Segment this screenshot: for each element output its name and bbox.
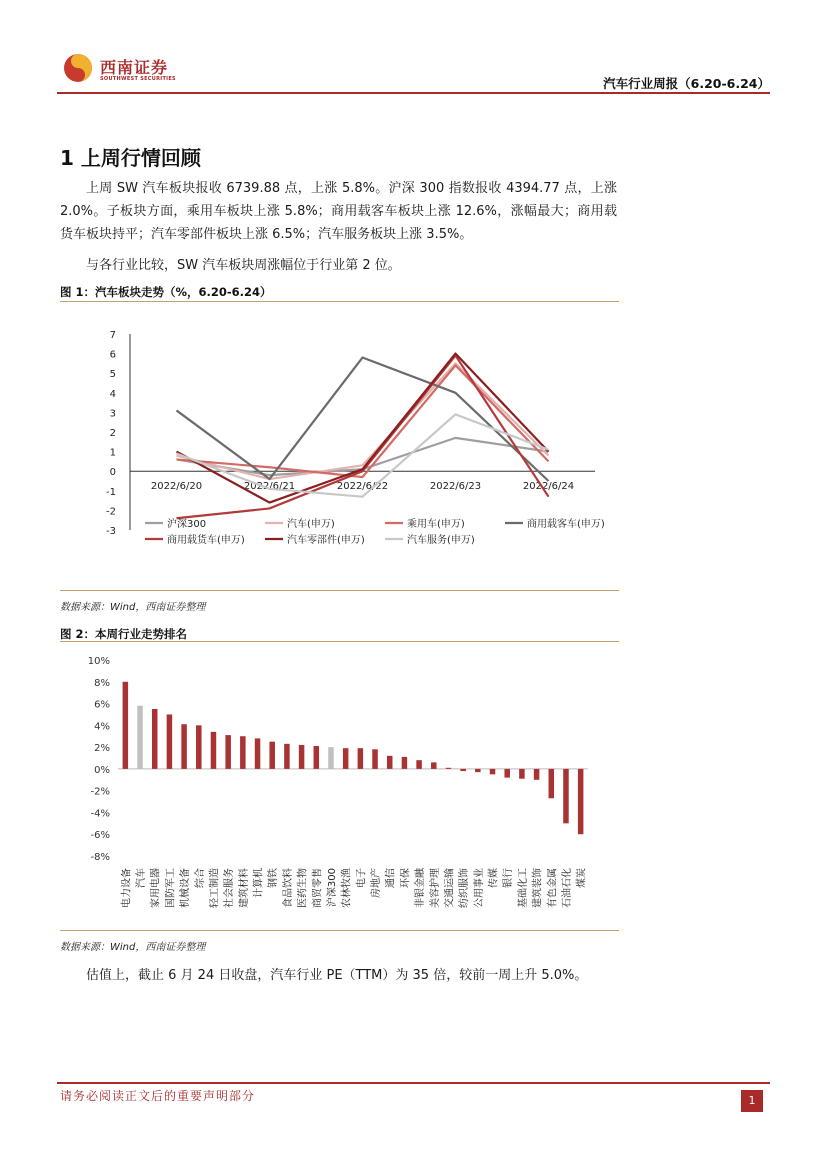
legend-label: 沪深300	[167, 519, 207, 530]
bar	[181, 724, 187, 769]
y-tick-label: -1	[106, 486, 116, 498]
x-category-label: 综合	[194, 868, 206, 888]
y-tick-label: -2	[106, 506, 116, 518]
x-tick-label: 2022/6/24	[522, 481, 575, 493]
bar	[578, 769, 584, 834]
valuation-paragraph: 估值上，截止 6 月 24 日收盘，汽车行业 PE（TTM）为 35 倍，较前一周上升 5.0%。	[86, 968, 588, 983]
x-category-label: 传媒	[488, 868, 500, 888]
y-tick-label: -8%	[90, 852, 110, 863]
legend-label: 商用载货车(申万)	[167, 535, 245, 546]
legend-label: 乘用车(申万)	[407, 519, 465, 530]
bar	[416, 760, 422, 769]
x-tick-label: 2022/6/21	[243, 481, 296, 493]
y-tick-label: -3	[106, 526, 116, 537]
bar	[534, 769, 540, 780]
y-tick-label: 0	[109, 467, 116, 479]
industry-ranking-paragraph: 与各行业比较，SW 汽车板块周涨幅位于行业第 2 位。	[86, 258, 401, 273]
y-tick-label: 10%	[87, 656, 110, 667]
x-category-label: 轻工制造	[209, 868, 221, 908]
section-title: 1 上周行情回顾	[60, 146, 201, 170]
y-tick-label: 8%	[94, 677, 110, 689]
bar	[549, 769, 555, 798]
bar	[372, 749, 378, 769]
legend-label: 汽车服务(申万)	[407, 535, 475, 546]
figure2-top-rule	[60, 641, 619, 642]
y-tick-label: 2	[109, 428, 116, 439]
page-number: 1	[741, 1090, 763, 1112]
x-category-label: 建筑装饰	[532, 868, 544, 908]
y-tick-label: 0%	[94, 764, 110, 776]
x-category-label: 公用事业	[473, 868, 485, 908]
x-category-label: 纺织服饰	[459, 868, 471, 908]
legend-label: 汽车(申万)	[287, 519, 335, 530]
x-category-label: 煤炭	[576, 868, 588, 888]
sector-trend-line-chart	[60, 318, 620, 553]
bar	[402, 757, 408, 769]
footer-divider	[57, 1082, 770, 1084]
header-divider	[57, 92, 770, 94]
bar	[519, 769, 525, 779]
x-category-label: 电力设备	[121, 868, 133, 908]
x-category-label: 商贸零售	[312, 868, 324, 908]
series-line-1	[177, 363, 549, 479]
bar	[314, 746, 320, 769]
logo-english-name: SOUTHWEST SECURITIES	[100, 76, 176, 82]
bar	[137, 706, 143, 769]
bar	[123, 682, 129, 769]
y-tick-label: 5	[109, 369, 116, 381]
x-category-label: 农林牧渔	[341, 868, 353, 908]
figure2-caption: 图 2：本周行业走势排名	[60, 627, 188, 641]
x-category-label: 交通运输	[444, 868, 456, 908]
x-category-label: 房地产	[371, 868, 383, 898]
bar	[284, 744, 290, 769]
logo-chinese-name: 西南证券	[100, 58, 169, 77]
y-tick-label: -2%	[90, 786, 110, 798]
bar	[328, 747, 334, 769]
y-tick-label: 1	[109, 447, 116, 459]
bar	[167, 714, 173, 768]
y-tick-label: 6	[109, 349, 116, 361]
figure2-bottom-rule	[60, 930, 619, 931]
series-line-4	[177, 356, 549, 519]
x-category-label: 食品饮料	[282, 868, 294, 908]
legend-label: 汽车零部件(申万)	[287, 535, 365, 546]
y-tick-label: -4%	[90, 808, 110, 820]
bar	[431, 762, 437, 769]
x-category-label: 医药生物	[297, 868, 309, 908]
x-tick-label: 2022/6/23	[429, 481, 482, 493]
x-category-label: 机械设备	[180, 868, 192, 908]
x-category-label: 钢铁	[268, 868, 280, 888]
x-category-label: 电子	[356, 868, 368, 888]
x-tick-label: 2022/6/20	[150, 481, 203, 493]
bar	[152, 709, 158, 769]
bar	[269, 742, 275, 769]
bar	[446, 768, 452, 769]
bar	[225, 735, 231, 769]
x-category-label: 美容护理	[429, 868, 441, 908]
y-tick-label: 7	[109, 330, 116, 341]
industry-ranking-bar-chart	[60, 650, 620, 928]
bar	[343, 748, 349, 769]
legend-label: 商用载客车(申万)	[527, 519, 605, 530]
bar	[563, 769, 569, 823]
bar	[196, 725, 202, 769]
x-category-label: 石油石化	[561, 868, 573, 908]
x-category-label: 国防军工	[165, 868, 177, 908]
bar	[504, 769, 510, 778]
y-tick-label: 3	[109, 408, 116, 420]
market-summary-paragraph: 上周 SW 汽车板块报收 6739.88 点，上涨 5.8%。沪深 300 指数报收 4394.77 点，上涨 2.0%。子板块方面，乘用车板块上涨 5.8%；商用载客车板块上涨 12.6%，涨幅最大；商用载货车板块持平；汽车零部件板块上涨 6.5%；汽车服务板块上涨 3.5%。	[60, 181, 617, 242]
series-line-3	[177, 358, 549, 481]
bar	[387, 756, 393, 769]
bar	[460, 769, 466, 771]
x-category-label: 非银金融	[415, 868, 427, 908]
y-tick-label: -6%	[90, 830, 110, 842]
series-line-2	[177, 365, 549, 477]
report-title: 汽车行业周报（6.20-6.24）	[603, 76, 770, 91]
bar	[475, 769, 481, 772]
x-category-label: 汽车	[136, 868, 148, 888]
bar	[211, 732, 217, 769]
x-category-label: 社会服务	[224, 868, 236, 908]
bar	[358, 748, 364, 769]
figure1-bottom-rule	[60, 590, 619, 591]
x-tick-label: 2022/6/22	[336, 481, 389, 493]
footer-disclaimer: 请务必阅读正文后的重要声明部分	[60, 1089, 256, 1103]
bar	[240, 736, 246, 769]
figure1-top-rule	[60, 301, 619, 302]
y-tick-label: 4%	[94, 721, 110, 733]
bar	[255, 738, 261, 768]
x-category-label: 计算机	[253, 868, 265, 898]
x-category-label: 家用电器	[150, 868, 162, 908]
figure1-source: 数据来源：Wind，西南证券整理	[60, 602, 206, 613]
x-category-label: 环保	[400, 868, 412, 888]
x-category-label: 沪深300	[326, 868, 338, 908]
y-tick-label: 4	[109, 388, 116, 400]
figure1-caption: 图 1：汽车板块走势（%，6.20-6.24）	[60, 285, 272, 299]
x-category-label: 通信	[385, 868, 397, 888]
figure2-source: 数据来源：Wind，西南证券整理	[60, 942, 206, 953]
y-tick-label: 2%	[94, 743, 110, 755]
x-category-label: 银行	[503, 868, 515, 888]
x-category-label: 有色金属	[547, 868, 559, 908]
x-category-label: 基础化工	[517, 868, 529, 908]
bar	[299, 745, 305, 769]
bar	[490, 769, 496, 774]
y-tick-label: 6%	[94, 699, 110, 711]
x-category-label: 建筑材料	[238, 868, 250, 908]
